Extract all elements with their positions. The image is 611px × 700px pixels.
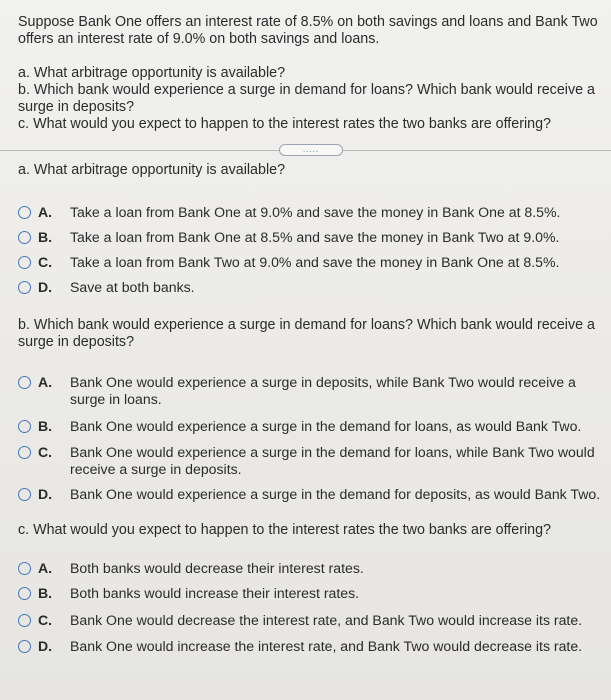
option-text: Both banks would increase their interest rates. — [70, 585, 360, 601]
option-letter: D. — [38, 279, 53, 295]
part-b-option-b[interactable] — [18, 418, 608, 435]
radio-button[interactable] — [18, 640, 31, 653]
option-text: Take a loan from Bank Two at 9.0% and save the money in Bank One at 8.5%. — [70, 254, 560, 270]
part-b-option-a[interactable] — [18, 374, 608, 408]
radio-button[interactable] — [18, 562, 31, 575]
part-a-option-d[interactable] — [18, 279, 608, 296]
option-letter: D. — [38, 638, 53, 654]
radio-button[interactable] — [18, 420, 31, 433]
part-c-option-a[interactable] — [18, 560, 608, 577]
part-a-option-c[interactable] — [18, 254, 608, 271]
option-text: Take a loan from Bank One at 9.0% and save the money in Bank One at 8.5%. — [70, 204, 561, 220]
part-b-question: b. Which bank would experience a surge in demand for loans? Which bank would receive a surge in deposits? — [18, 317, 595, 350]
radio-button[interactable] — [18, 256, 31, 269]
option-text: Bank One would decrease the interest rate, and Bank Two would increase its rate. — [70, 612, 583, 628]
option-letter: C. — [38, 254, 53, 270]
option-text: Save at both banks. — [70, 279, 195, 295]
part-a-question: a. What arbitrage opportunity is available? — [18, 162, 286, 178]
radio-button[interactable] — [18, 281, 31, 294]
part-b-option-d[interactable] — [18, 486, 608, 503]
expand-button[interactable]: ..... — [279, 144, 343, 156]
radio-button[interactable] — [18, 488, 31, 501]
option-text: Bank One would experience a surge in the demand for loans, as would Bank Two. — [70, 418, 582, 434]
option-letter: C. — [38, 612, 53, 628]
option-text: Bank One would experience a surge in the demand for deposits, as would Bank Two. — [70, 486, 601, 502]
part-c-option-b[interactable] — [18, 585, 608, 602]
part-a-option-a[interactable] — [18, 204, 608, 221]
part-c-option-d[interactable] — [18, 638, 608, 655]
option-letter: B. — [38, 585, 53, 601]
option-text: Bank One would experience a surge in the demand for loans, while Bank Two would receive a surge in deposits. — [70, 444, 595, 477]
option-letter: A. — [38, 374, 53, 390]
radio-button[interactable] — [18, 614, 31, 627]
part-b-section — [18, 317, 608, 502]
radio-button[interactable] — [18, 446, 31, 459]
question-a-summary: a. What arbitrage opportunity is available? — [18, 65, 286, 81]
part-a-section — [18, 162, 608, 295]
radio-button[interactable] — [18, 376, 31, 389]
option-letter: A. — [38, 560, 53, 576]
option-letter: B. — [38, 418, 53, 434]
option-text: Bank One would increase the interest rate, and Bank Two would decrease its rate. — [70, 638, 583, 654]
option-letter: A. — [38, 204, 53, 220]
option-letter: C. — [38, 444, 53, 460]
problem-statement — [18, 14, 608, 133]
option-text: Bank One would experience a surge in deposits, while Bank Two would receive a surge in loans. — [70, 374, 576, 407]
option-text: Both banks would decrease their interest rates. — [70, 560, 364, 576]
question-c-summary: c. What would you expect to happen to the interest rates the two banks are offering? — [18, 116, 552, 132]
part-b-option-c[interactable] — [18, 444, 608, 478]
part-c-option-c[interactable] — [18, 612, 608, 629]
problem-text: Suppose Bank One offers an interest rate of 8.5% on both savings and loans and Bank Two offers an interest rate of 9.0% on both savings and loans. — [18, 14, 598, 47]
radio-button[interactable] — [18, 587, 31, 600]
part-c-question: c. What would you expect to happen to the interest rates the two banks are offering? — [18, 522, 552, 538]
part-c-section — [18, 522, 608, 654]
option-text: Take a loan from Bank One at 8.5% and save the money in Bank Two at 9.0%. — [70, 229, 560, 245]
option-letter: B. — [38, 229, 53, 245]
part-a-option-b[interactable] — [18, 229, 608, 246]
radio-button[interactable] — [18, 206, 31, 219]
option-letter: D. — [38, 486, 53, 502]
radio-button[interactable] — [18, 231, 31, 244]
question-b-summary: b. Which bank would experience a surge in demand for loans? Which bank would receive a surge in deposits? — [18, 82, 595, 115]
